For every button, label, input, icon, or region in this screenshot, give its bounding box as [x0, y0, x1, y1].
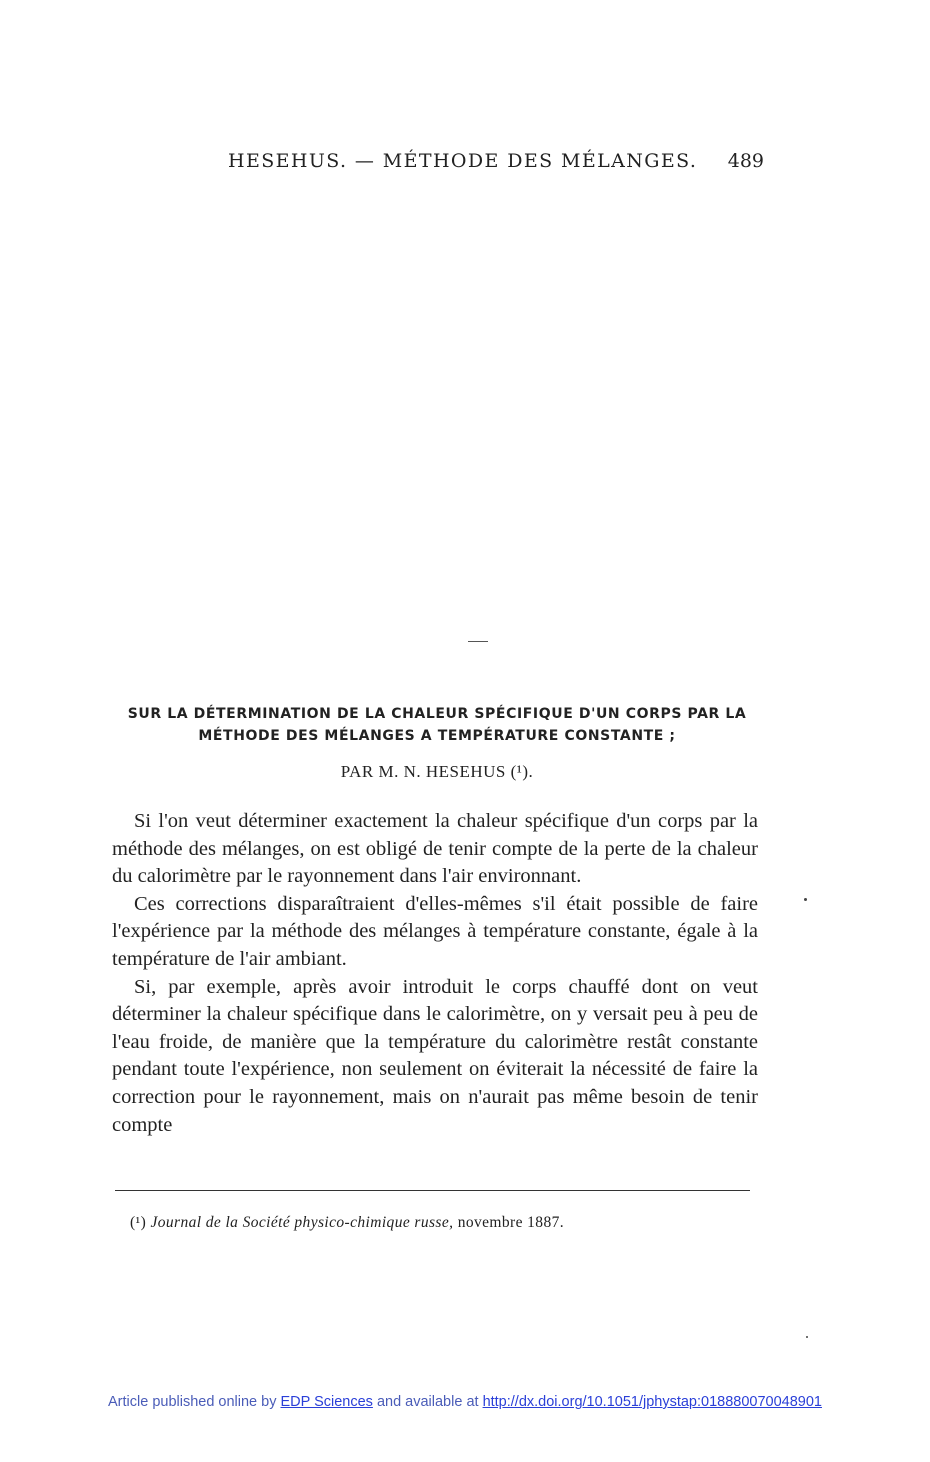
paragraph-1: Si l'on veut déterminer exactement la chaleur spécifique d'un corps par la méthode des mélanges, on est obligé de tenir compte de la perte de la chaleur du calorimètre par le rayonnement dans l'air environnant. [112, 810, 758, 888]
article-body [112, 808, 758, 1139]
section-divider [468, 641, 488, 642]
article-title-line-1: SUR LA DÉTERMINATION DE LA CHALEUR SPÉCIFIQUE D'UN CORPS PAR LA [127, 706, 747, 722]
footnote-rule [115, 1190, 750, 1191]
byline: PAR M. N. HESEHUS (¹). [340, 762, 534, 781]
paragraph-2: Ces corrections disparaîtraient d'elles-mêmes s'il était possible de faire l'expérience par la méthode des mélanges à température constante, égale à la température de l'air ambiant. [112, 892, 758, 970]
running-head-title: HESEHUS. — MÉTHODE DES MÉLANGES. [228, 150, 698, 172]
article-title [112, 703, 762, 747]
publisher-note-prefix: Article published online by [108, 1394, 277, 1410]
stray-dot [804, 898, 807, 901]
doi-link[interactable]: http://dx.doi.org/10.1051/jphystap:018880070048901 [482, 1394, 822, 1410]
paragraph-3: Si, par exemple, après avoir introduit le corps chauffé dont on veut déterminer la chaleur spécifique dans le calorimètre, on y versait peu à peu de l'eau froide, de manière que la température du calorimètre restât constante pendant toute l'expérience, non seulement on éviterait la nécessité de faire la correction pour le rayonnement, mais on n'aurait pas même besoin de tenir compte [112, 975, 758, 1136]
publisher-note [0, 1394, 930, 1410]
footnote [130, 1214, 770, 1232]
footnote-date: novembre 1887. [457, 1214, 565, 1231]
running-head [228, 150, 768, 178]
stray-dot [806, 1336, 808, 1338]
article-title-line-2: MÉTHODE DES MÉLANGES A TEMPÉRATURE CONSTANTE ; [198, 728, 676, 744]
page-number: 489 [727, 150, 764, 172]
publisher-note-middle: and available at [376, 1394, 479, 1410]
publisher-link[interactable]: EDP Sciences [280, 1394, 373, 1410]
footnote-journal: Journal de la Société physico-chimique russe, [150, 1214, 454, 1231]
footnote-marker: (¹) [130, 1214, 147, 1231]
